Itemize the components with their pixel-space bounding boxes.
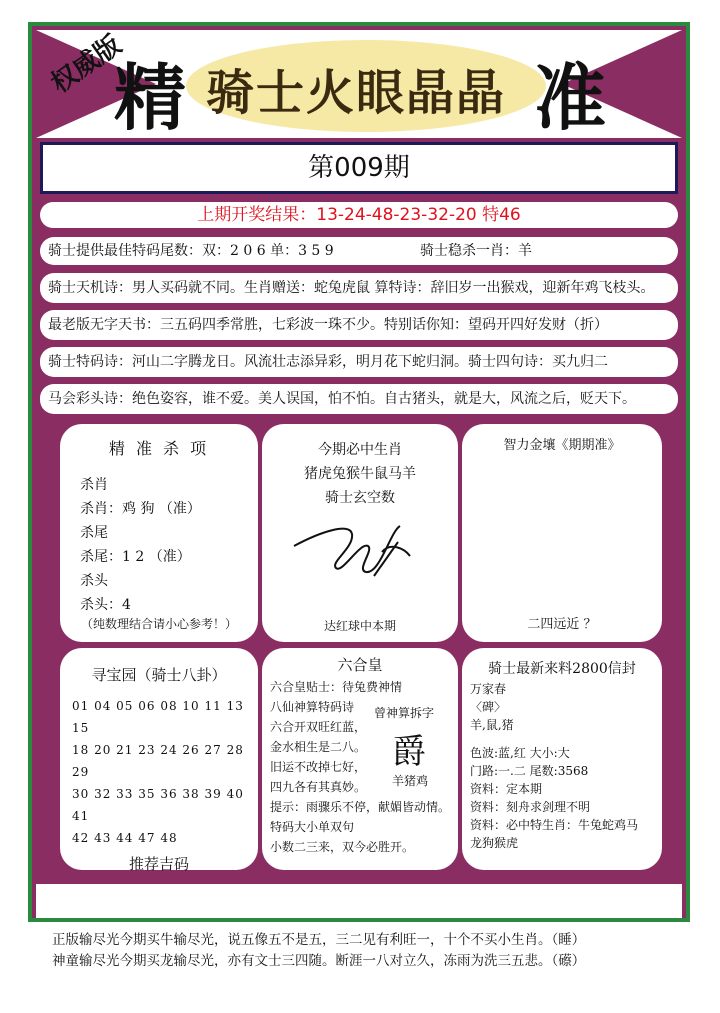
number-line: 01 04 05 06 08 10 11 13 15: [72, 699, 244, 735]
kill-line: 杀尾: [80, 525, 108, 541]
liuhe-side-foot: 羊猪鸡: [392, 774, 429, 788]
liuhe-line: 小数二三来，双今必胜开。: [270, 840, 415, 854]
banner: [36, 30, 682, 138]
kill-line: 杀尾：1 2 （准）: [80, 549, 191, 565]
recommend-title: 推荐吉码: [128, 855, 189, 873]
liuhe-line: 金水相生是二八。: [270, 740, 367, 754]
poem-text-3: 骑士特码诗：河山二字腾龙日。风流壮志添异彩，明月花下蛇归洞。骑士四句诗：买九归二: [48, 354, 608, 370]
knight-line: 色波:蓝,红 大小:大: [470, 746, 570, 760]
liuhe-line: 八仙神算特码诗: [270, 700, 355, 714]
tail-number-row: [40, 237, 678, 265]
liuhe-line: 特码大小单双句: [270, 820, 355, 834]
knight-title: 骑士最新来料2800信封: [488, 661, 636, 677]
poem-row-3: [40, 347, 678, 377]
poem-text-2: 最老版无字天书：三五码四季常胜，七彩波一珠不少。特别话你知：望码开四好发财（折）: [48, 317, 608, 333]
last-result: 上期开奖结果：13-24-48-23-32-20 特46: [197, 205, 521, 225]
kill-zodiac: 骑士稳杀一肖：羊: [420, 243, 532, 259]
liuhe-line: 六合皇贴士：待兔费神情: [270, 680, 403, 694]
kill-line: 杀头: [80, 573, 108, 589]
kill-box-note: （纯数理结合请小心参考！）: [80, 617, 237, 631]
signature-image: [290, 512, 420, 582]
footer-bar: [36, 884, 682, 918]
bottom-poems: [52, 930, 692, 972]
last-result-row: [40, 202, 678, 228]
authority-stamp: 权威版: [45, 29, 127, 100]
kill-box-title: 精 准 杀 项: [108, 439, 210, 458]
must-line-1: 今期必中生肖: [318, 442, 402, 458]
kill-line: 杀头：4: [80, 597, 131, 613]
bottom-line: 神童输尽光今期买龙输尽光，亦有文士三四随。断涯一八对立久，冻雨为洗三五悲。（礤）: [52, 953, 586, 969]
number-line: 30 32 33 35 36 38 39 40 41: [72, 787, 244, 823]
poem-row-2: [40, 310, 678, 340]
poster-frame: [28, 22, 690, 922]
kill-box: [60, 424, 258, 642]
wisdom-footer: 二四远近 ？: [527, 617, 597, 632]
treasure-box: [60, 648, 258, 873]
bottom-line: 正版输尽光今期买牛输尽光，说五像五不是五，三二见有利旺一，十个不买小生肖。（睡）: [52, 932, 586, 948]
liuhe-line: 四九各有其真妙。: [270, 780, 367, 794]
must-line-3: 骑士玄空数: [325, 490, 395, 506]
wisdom-title: 智力金壤《期期准》: [503, 438, 621, 453]
must-line-2: 猪虎兔猴牛鼠马羊: [304, 466, 416, 482]
liuhe-line: 六合开双旺红蓝，: [270, 720, 367, 734]
knight-line: 资料：定本期: [470, 782, 543, 796]
knight-spacer: [470, 734, 662, 744]
liuhe-box: [262, 648, 458, 870]
knight-line: 门路:一.二 尾数:3568: [470, 764, 589, 778]
liuhe-big-char: 爵: [392, 732, 426, 772]
left-big-char: 精: [114, 55, 187, 140]
liuhe-side-title: 曾神算拆字: [374, 706, 435, 720]
wisdom-box: [462, 424, 662, 642]
liuhe-line: 提示：雨骤乐不停，献媚皆动情。: [270, 800, 451, 814]
knight-line: 羊,鼠,猪: [470, 718, 514, 732]
kill-line: 杀肖：鸡 狗 （准）: [80, 501, 201, 517]
knight-line: 万家春: [470, 682, 507, 696]
knight-box: [462, 648, 662, 870]
poem-row-1: [40, 273, 678, 303]
number-line: 18 20 21 23 24 26 27 28 29: [72, 743, 244, 779]
knight-line: 〈碑〉: [470, 700, 507, 714]
treasure-title: 寻宝园（骑士八卦）: [91, 666, 227, 684]
tail-numbers: 骑士提供最佳特码尾数：双：2 0 6 单：3 5 9: [48, 243, 334, 259]
right-big-char: 准: [534, 55, 607, 140]
poem-text-1: 骑士天机诗：男人买码就不同。生肖赠送：蛇兔虎鼠 算特诗：辞旧岁一出猴戏，迎新年鸡飞枝头。: [48, 280, 655, 296]
knight-line: 资料：必中特生肖：牛兔蛇鸡马: [470, 818, 639, 832]
must-box: [262, 424, 458, 642]
kill-line: 杀肖: [80, 477, 108, 493]
knight-line: 龙狗猴虎: [470, 836, 519, 850]
poem-row-4: [40, 384, 678, 414]
brand-title: 骑士火眼晶晶: [206, 65, 507, 121]
liuhe-line: 旧运不改掉七好，: [270, 760, 367, 774]
must-box-footer: 达红球中本期: [323, 619, 396, 633]
number-line: 42 43 44 47 48: [72, 831, 178, 845]
liuhe-title: 六合皇: [337, 656, 383, 674]
poem-text-4: 马会彩头诗：绝色姿容，谁不爱。美人误国，怕不怕。自古猪头，就是大，风流之后，贬天下。: [48, 391, 636, 407]
issue-number: 第009期: [40, 142, 678, 194]
knight-line: 资料：刻舟求剑理不明: [470, 800, 591, 814]
